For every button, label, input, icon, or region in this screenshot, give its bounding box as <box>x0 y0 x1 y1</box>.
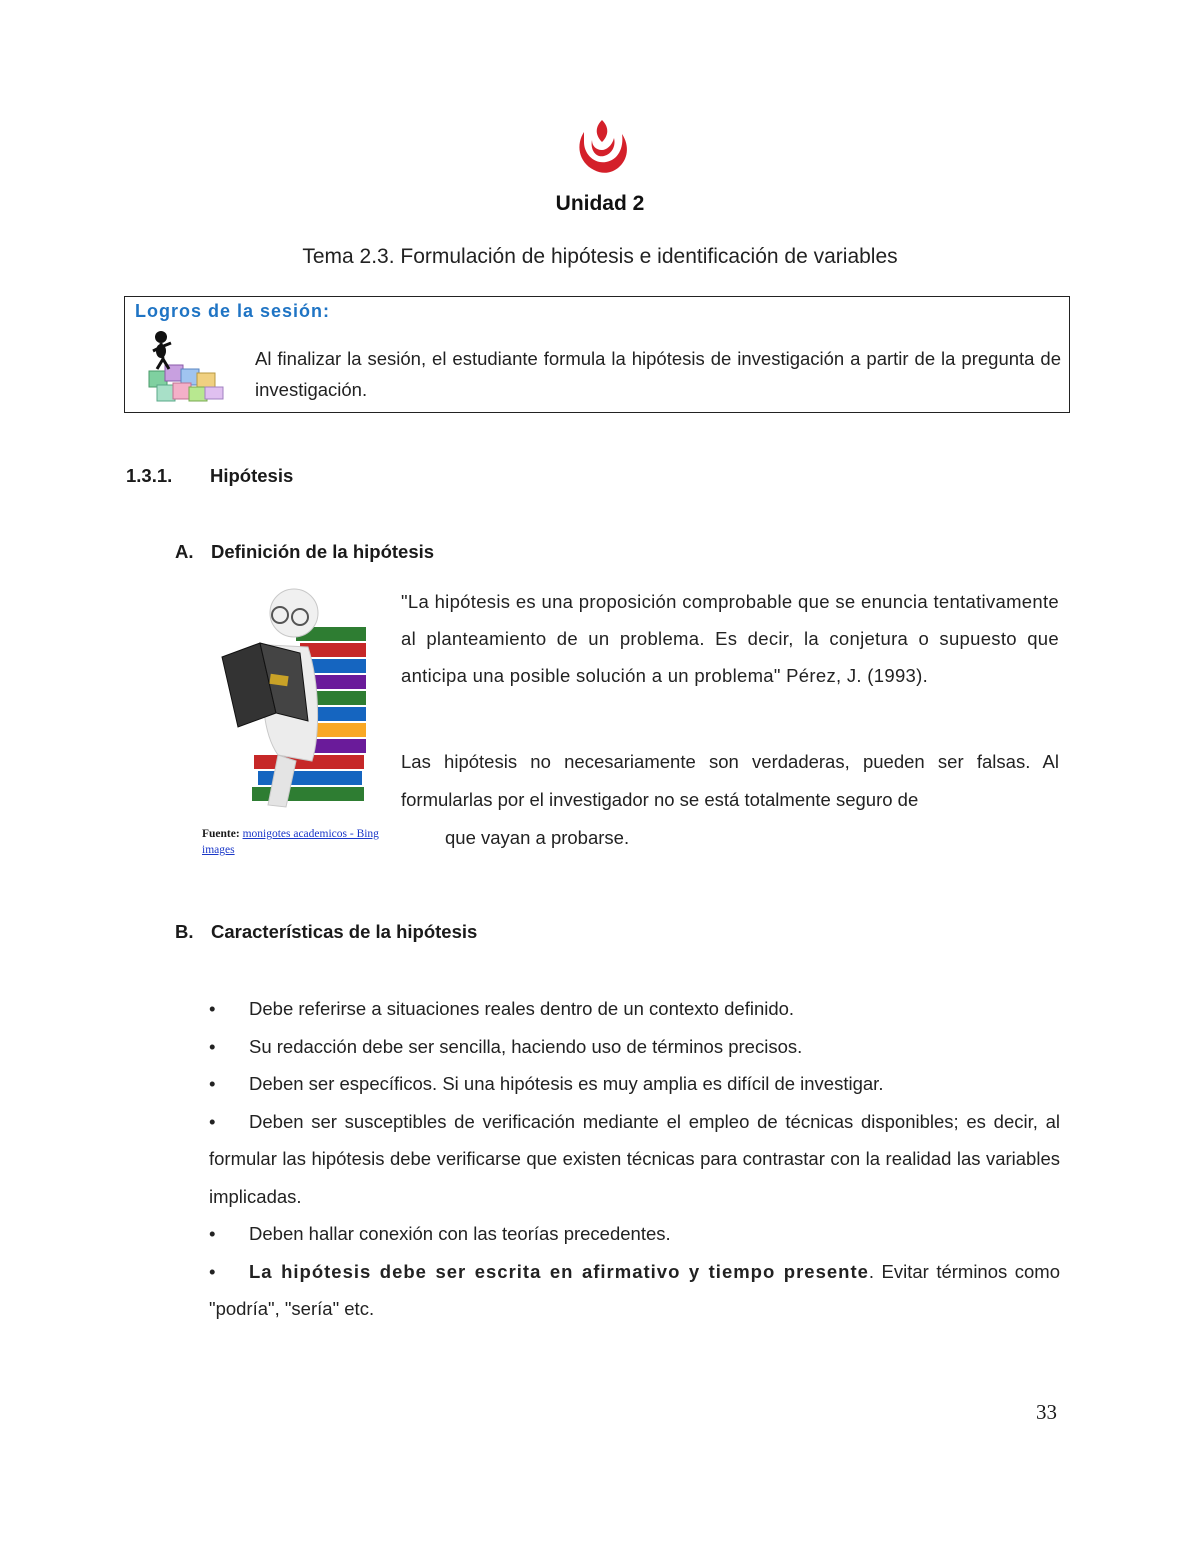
bullet-icon: • <box>209 1223 216 1244</box>
achievements-text: Al finalizar la sesión, el estudiante formula la hipótesis de investigación a partir de la pregunta de investigación. <box>255 348 1061 400</box>
subsection-a-letter: A. <box>175 541 194 562</box>
image-source-note <box>202 826 392 858</box>
bullet-icon: • <box>209 1260 216 1282</box>
section-number: 1.3.1. <box>126 465 173 486</box>
unit-title: Unidad 2 <box>555 192 645 215</box>
list-item-text: Deben ser específicos. Si una hipótesis es muy amplia es difícil de investigar. <box>249 1073 884 1094</box>
subsection-b-heading <box>175 921 477 943</box>
subsection-b-letter: B. <box>175 921 194 942</box>
list-item-text: Deben ser susceptibles de verificación mediante el empleo de técnicas disponibles; es decir, al formular las hipótesis debe verificarse que existen técnicas para contrastar con la realidad las variables implicadas. <box>209 1110 1060 1207</box>
list-item-text: Deben hallar conexión con las teorías precedentes. <box>249 1223 671 1244</box>
upc-logo-icon <box>572 118 632 176</box>
source-label: Fuente: <box>202 828 240 840</box>
definition-paragraph-main: Las hipótesis no necesariamente son verdaderas, pueden ser falsas. Al formularlas por el investigador no se está totalmente seguro de <box>401 751 1059 810</box>
bullet-icon: • <box>209 1073 216 1094</box>
bullet-icon: • <box>209 1110 216 1132</box>
list-item <box>209 1065 1060 1103</box>
characteristics-list <box>209 990 1060 1328</box>
definition-paragraph-end: que vayan a probarse. <box>445 827 630 848</box>
section-title: Hipótesis <box>210 465 294 486</box>
achievements-heading: Logros de la sesión: <box>135 301 331 321</box>
list-item <box>209 1103 1060 1216</box>
section-heading <box>126 465 293 487</box>
list-item-bold-text: La hipótesis debe ser escrita en afirmativo y tiempo presente <box>249 1260 869 1282</box>
page-number: 33 <box>1036 1400 1057 1424</box>
list-item-text: Debe referirse a situaciones reales dentro de un contexto definido. <box>249 998 795 1019</box>
list-item <box>209 990 1060 1028</box>
list-item-text: . Evitar términos como "podría", "sería" etc. <box>209 1260 1060 1319</box>
bullet-icon: • <box>209 1035 216 1057</box>
bullet-icon: • <box>209 998 216 1019</box>
list-item-text: Su redacción debe ser sencilla, haciendo uso de términos precisos. <box>249 1035 803 1057</box>
image-source-link[interactable]: monigotes academicos - Bing images <box>202 828 379 856</box>
definition-quote: "La hipótesis es una proposición comprobable que se enuncia tentativamente al planteamiento de un problema. Es decir, la conjetura o supuesto que anticipa una posible solución a un problema" Pérez, J. (1993). <box>401 591 1059 686</box>
session-achievements-box <box>124 296 1070 413</box>
reading-figure-icon <box>208 585 376 817</box>
list-item <box>209 1215 1060 1253</box>
subsection-a-title: Definición de la hipótesis <box>211 541 435 562</box>
topic-title: Tema 2.3. Formulación de hipótesis e identificación de variables <box>302 245 898 268</box>
list-item <box>209 1253 1060 1328</box>
puzzle-figure-icon <box>139 329 235 407</box>
subsection-b-title: Características de la hipótesis <box>211 921 478 942</box>
list-item <box>209 1028 1060 1066</box>
subsection-a-heading <box>175 541 434 563</box>
definition-paragraph <box>401 743 1059 857</box>
